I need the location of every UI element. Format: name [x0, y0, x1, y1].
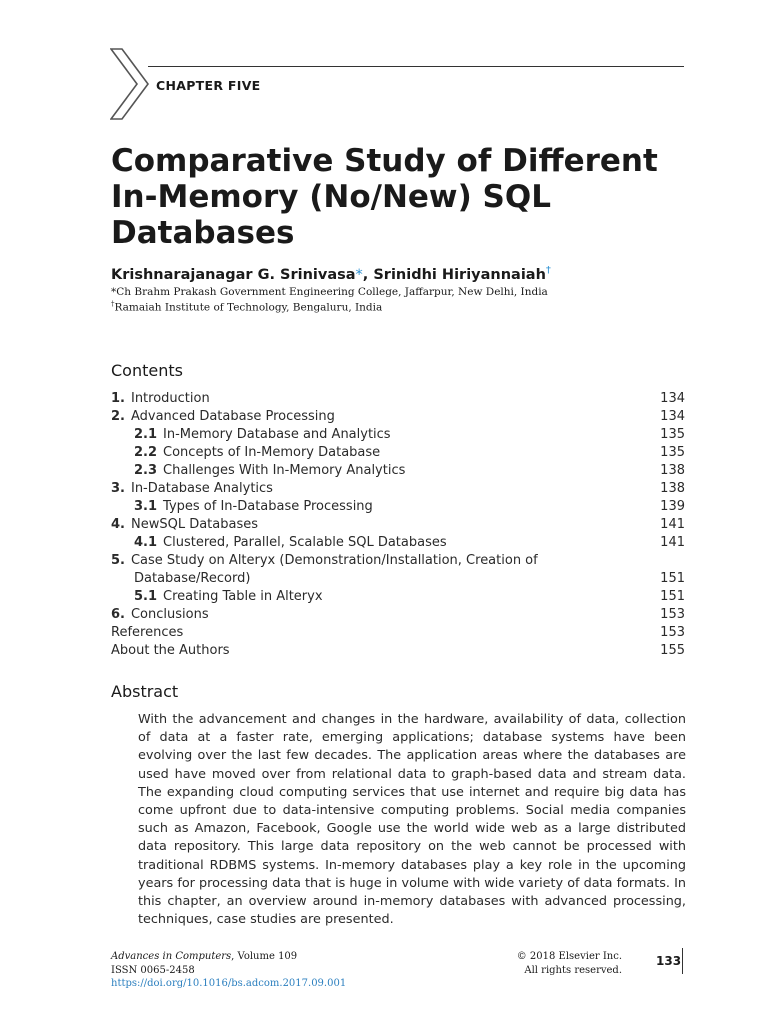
toc-entry[interactable]	[111, 390, 685, 408]
abstract-text: With the advancement and changes in the hardware, availability of data, collection of data at a faster rate, emerging applications; database systems have been evolving over the last few decades. The application areas where the databases are used have moved over from relational data to graph-based data and stream data. The expanding cloud computing services that use internet and require big data has come upfront due to data-intensive computing problems. Social media companies such as Amazon, Facebook, Google use the world wide web as a large distributed data repository. This large data repository on the web cannot be processed with traditional RDBMS systems. In-memory databases play a key role in the upcoming years for processing data that is huge in volume with wide variety of data formats. In this chapter, an overview around in-memory databases with advanced processing, techniques, case studies are presented.	[138, 712, 686, 928]
toc-number: 3.1	[134, 499, 158, 514]
author-mark[interactable]: *	[355, 266, 363, 283]
toc-page: 141	[660, 517, 685, 532]
toc-title: Creating Table in Alteryx	[163, 589, 323, 604]
page-number: 133	[656, 954, 682, 968]
toc-title: In-Memory Database and Analytics	[163, 427, 391, 442]
doi-link[interactable]: https://doi.org/10.1016/bs.adcom.2017.09.001	[111, 978, 347, 989]
toc-entry[interactable]	[111, 534, 685, 552]
toc-entry[interactable]	[111, 606, 685, 624]
affiliation	[111, 286, 548, 298]
toc-page: 135	[660, 445, 685, 460]
author-name: Srinidhi Hiriyannaiah	[373, 266, 546, 283]
toc-entry[interactable]	[111, 408, 685, 426]
toc-title: Concepts of In-Memory Database	[163, 445, 381, 460]
toc-number: 3.	[111, 481, 125, 496]
toc-number: 2.3	[134, 463, 158, 478]
toc-page: 139	[660, 499, 685, 514]
toc-entry[interactable]	[111, 498, 685, 516]
toc-page: 138	[660, 463, 685, 478]
toc-page: 151	[660, 571, 685, 586]
toc-title: Introduction	[130, 391, 210, 406]
toc-title: Types of In-Database Processing	[163, 499, 373, 514]
toc-title: Advanced Database Processing	[130, 409, 335, 424]
affiliation-text: Ramaiah Institute of Technology, Bengaluru, India	[114, 301, 383, 314]
toc-page: 134	[660, 409, 685, 424]
chapter-label: CHAPTER FIVE	[156, 78, 261, 93]
toc-number: 5.	[111, 553, 125, 568]
toc-number: 4.1	[134, 535, 158, 550]
affiliation-text: Ch Brahm Prakash Government Engineering College, Jaffarpur, New Delhi, India	[116, 286, 548, 298]
toc-entry[interactable]	[111, 480, 685, 498]
toc-title: Conclusions	[130, 607, 209, 622]
issn: ISSN 0065-2458	[111, 964, 195, 976]
toc-title: Case Study on Alteryx (Demonstration/Installation, Creation of	[130, 553, 538, 568]
chapter-chevron-icon	[110, 48, 150, 120]
toc-page: 135	[660, 427, 685, 442]
toc-page: 141	[660, 535, 685, 550]
footer-copyright	[486, 950, 622, 977]
rights: All rights reserved.	[524, 964, 622, 976]
toc-page: 134	[660, 391, 685, 406]
toc-title: In-Database Analytics	[130, 481, 273, 496]
toc-entry[interactable]	[111, 516, 685, 534]
toc-number: 2.1	[134, 427, 158, 442]
toc-entry-continuation[interactable]	[111, 570, 685, 588]
authors-line	[111, 265, 551, 283]
toc-title: References	[111, 625, 184, 640]
toc-entry[interactable]	[111, 552, 685, 570]
toc-title: About the Authors	[111, 643, 230, 658]
toc-entry[interactable]	[111, 444, 685, 462]
toc-entry[interactable]	[111, 462, 685, 480]
toc-page: 155	[660, 643, 685, 658]
toc-number: 2.2	[134, 445, 158, 460]
author-mark[interactable]: †	[545, 265, 551, 276]
table-of-contents	[111, 390, 685, 660]
toc-entry[interactable]	[111, 642, 685, 660]
toc-number: 4.	[111, 517, 125, 532]
toc-number: 2.	[111, 409, 125, 424]
toc-number: 6.	[111, 607, 125, 622]
toc-title: Database/Record)	[134, 571, 251, 586]
toc-page: 151	[660, 589, 685, 604]
author-separator: ,	[362, 266, 374, 283]
abstract-heading: Abstract	[111, 682, 179, 701]
footer-citation	[111, 950, 346, 991]
series-name: Advances in Computers	[111, 951, 232, 962]
toc-number: 1.	[111, 391, 125, 406]
affiliation-mark: *	[111, 286, 117, 298]
volume: , Volume 109	[231, 951, 298, 962]
toc-page: 153	[660, 625, 685, 640]
header-rule	[148, 66, 684, 67]
affiliation	[111, 300, 382, 314]
toc-entry[interactable]	[111, 588, 685, 606]
author-name: Krishnarajanagar G. Srinivasa	[111, 266, 356, 283]
toc-title: Clustered, Parallel, Scalable SQL Databases	[163, 535, 447, 550]
affiliation-mark: †	[111, 300, 115, 308]
toc-title: Challenges With In-Memory Analytics	[163, 463, 406, 478]
toc-entry[interactable]	[111, 624, 685, 642]
page-title: Comparative Study of Different In-Memory (No/New) SQL Databases	[111, 143, 658, 251]
toc-entry[interactable]	[111, 426, 685, 444]
page-number-rule	[682, 948, 683, 974]
contents-heading: Contents	[111, 361, 183, 380]
toc-number: 5.1	[134, 589, 158, 604]
toc-page: 153	[660, 607, 685, 622]
copyright: © 2018 Elsevier Inc.	[516, 951, 622, 962]
toc-page: 138	[660, 481, 685, 496]
toc-title: NewSQL Databases	[130, 517, 259, 532]
